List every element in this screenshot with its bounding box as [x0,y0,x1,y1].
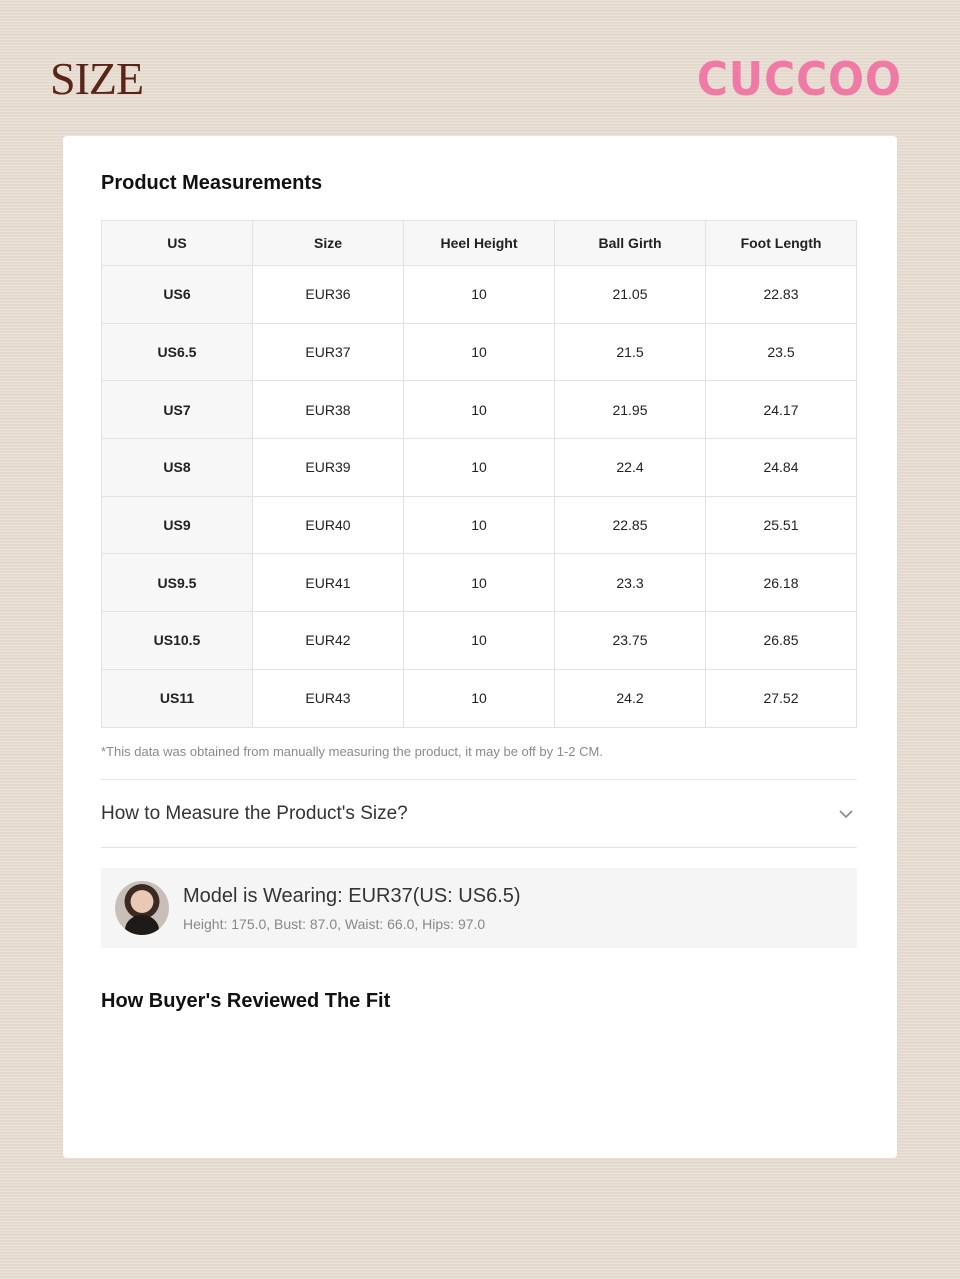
model-wearing-label: Model is Wearing: EUR37(US: US6.5) [183,884,521,907]
cell-foot-length: 24.17 [706,381,857,439]
reviews-title: How Buyer's Reviewed The Fit [101,990,391,1012]
cell-heel-height: 10 [404,669,555,727]
cell-ball-girth: 21.05 [555,266,706,324]
cell-foot-length: 25.51 [706,496,857,554]
cell-foot-length: 24.84 [706,439,857,497]
size-card [63,136,897,1158]
cell-size: EUR40 [253,496,404,554]
model-info [101,868,857,948]
cell-size: EUR43 [253,669,404,727]
cell-ball-girth: 23.3 [555,554,706,612]
cell-us: US11 [102,669,253,727]
size-table [101,220,857,728]
table-row [102,323,857,381]
cell-ball-girth: 21.95 [555,381,706,439]
cell-ball-girth: 22.85 [555,496,706,554]
cell-size: EUR39 [253,439,404,497]
page-title: SIZE [50,53,144,104]
cell-us: US9 [102,496,253,554]
cell-size: EUR36 [253,266,404,324]
cell-us: US9.5 [102,554,253,612]
column-header-heel-height: Heel Height [404,221,555,266]
table-row [102,612,857,670]
cell-us: US10.5 [102,612,253,670]
cell-us: US6.5 [102,323,253,381]
cell-size: EUR38 [253,381,404,439]
cell-heel-height: 10 [404,266,555,324]
cell-size: EUR37 [253,323,404,381]
column-header-ball-girth: Ball Girth [555,221,706,266]
cell-heel-height: 10 [404,323,555,381]
model-measurements: Height: 175.0, Bust: 87.0, Waist: 66.0, Hips: 97.0 [183,915,486,932]
how-to-measure-toggle[interactable] [101,780,857,847]
table-row [102,669,857,727]
avatar [115,881,169,935]
cell-ball-girth: 24.2 [555,669,706,727]
divider [101,847,857,848]
column-header-us: US [102,221,253,266]
measurement-note: *This data was obtained from manually measuring the product, it may be off by 1-2 CM. [101,744,603,759]
table-header-row [102,221,857,266]
cell-us: US6 [102,266,253,324]
brand-logo: CUCCOO [696,52,902,106]
cell-size: EUR42 [253,612,404,670]
table-row [102,554,857,612]
table-row [102,381,857,439]
cell-foot-length: 26.85 [706,612,857,670]
cell-size: EUR41 [253,554,404,612]
cell-ball-girth: 23.75 [555,612,706,670]
cell-heel-height: 10 [404,554,555,612]
cell-ball-girth: 22.4 [555,439,706,497]
cell-heel-height: 10 [404,381,555,439]
table-row [102,266,857,324]
how-to-measure-label: How to Measure the Product's Size? [101,802,408,824]
chevron-down-icon[interactable] [835,803,857,825]
cell-foot-length: 23.5 [706,323,857,381]
cell-heel-height: 10 [404,496,555,554]
table-row [102,439,857,497]
cell-foot-length: 26.18 [706,554,857,612]
column-header-foot-length: Foot Length [706,221,857,266]
cell-foot-length: 22.83 [706,266,857,324]
measurements-title: Product Measurements [101,172,323,194]
column-header-size: Size [253,221,404,266]
cell-heel-height: 10 [404,439,555,497]
cell-us: US8 [102,439,253,497]
cell-foot-length: 27.52 [706,669,857,727]
table-row [102,496,857,554]
cell-us: US7 [102,381,253,439]
cell-ball-girth: 21.5 [555,323,706,381]
cell-heel-height: 10 [404,612,555,670]
